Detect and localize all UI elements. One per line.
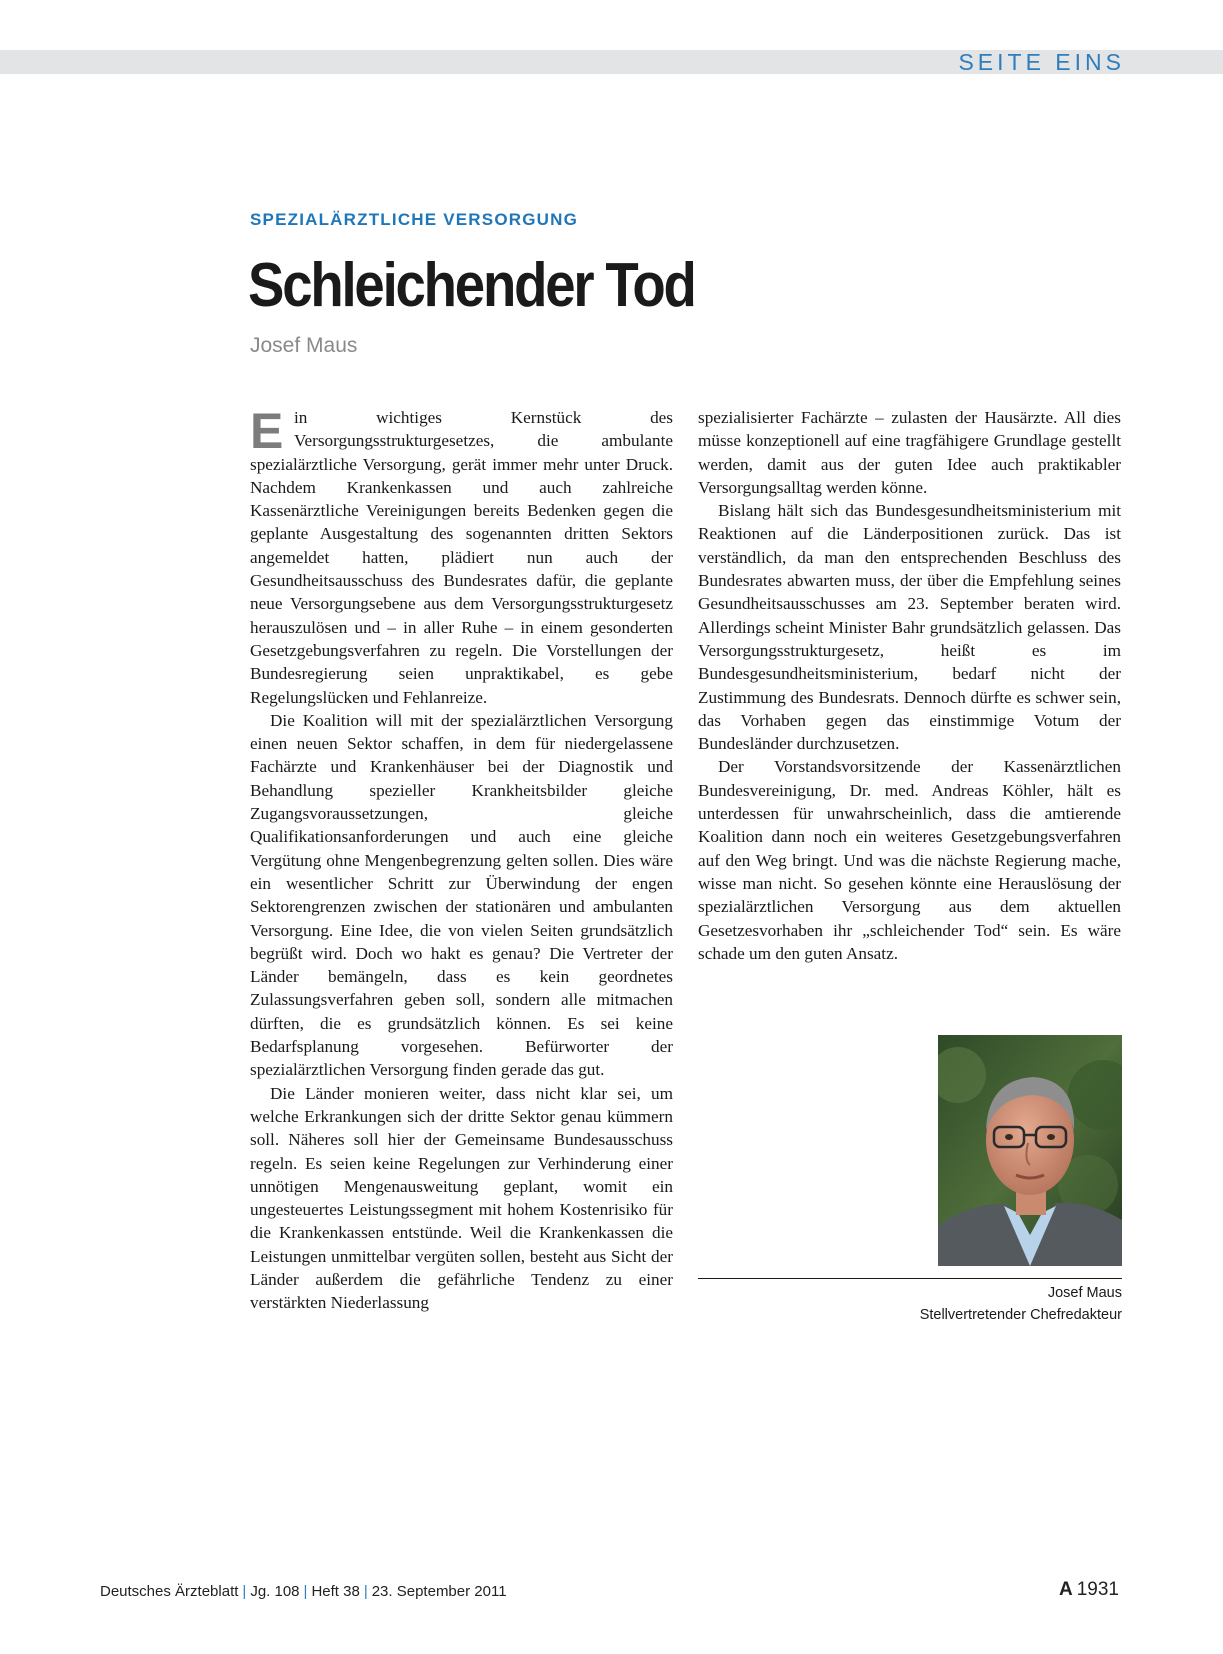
footer-date: 23. September 2011: [371, 1583, 507, 1600]
article-paragraph: Bislang hält sich das Bundesgesundheitsministerium mit Reaktionen auf die Länderpositionen zurück. Das ist verständlich, da man den entsprechenden Beschluss des Bundesrates abwarten muss, der über die Empfehlung seines Gesundheitsausschusses am 23. September beraten wird. Allerdings scheint Minister Bahr grundsätzlich gelassen. Das Versorgungsstrukturgesetz, heißt es im Bundesgesundheitsministerium, bedarf nicht der Zustimmung des Bundesrats. Dennoch dürfte es schwer sein, das Vorhaben gegen das einstimmige Votum der Bundesländer durchzusetzen.: [698, 501, 1121, 754]
caption-role: Stellvertretender Chefredakteur: [919, 1307, 1122, 1323]
article-column-right: [698, 406, 1121, 965]
page-number-value: 1931: [1076, 1579, 1119, 1600]
section-label: SEITE EINS: [958, 49, 1125, 75]
drop-cap: E: [250, 403, 284, 459]
article-paragraph: spezialisierter Fachärzte – zulasten der Hausärzte. All dies müsse konzeptionell auf eine tragfähigere Grundlage gestellt werden, damit aus der guten Idee auch praktikabler Versorgungsalltag werden könne.: [698, 408, 1121, 497]
portrait-caption: [920, 1282, 1122, 1326]
article-paragraph: Die Koalition will mit der spezialärztlichen Versorgung einen neuen Sektor schaffen, in dem für niedergelassene Fachärzte und Krankenhäuser bei der Diagnostik und Behandlung spezieller Krankheitsbilder gleiche Zugangsvoraussetzungen, gleiche Qualifikationsanforderungen und auch eine gleiche Vergütung ohne Mengenbegrenzung gelten sollen. Dies wäre ein wesentlicher Schritt zur Überwindung der engen Sektorengrenzen zwischen der stationären und ambulanten Versorgung. Eine Idee, die von vielen Seiten grundsätzlich begrüßt wird. Doch wo hakt es genau? Die Vertreter der Länder bemängeln, dass es kein geordnetes Zulassungsverfahren geben soll, sondern alle mitmachen dürften, die es grundsätzlich können. Es sei keine Bedarfsplanung vorgesehen. Befürworter der spezialärztlichen Versorgung finden gerade das gut.: [250, 710, 673, 1080]
footer-citation: Deutsches Ärzteblatt | Jg. 108 | Heft 38 | 23. September 2011: [100, 1583, 507, 1600]
author-portrait: [938, 1035, 1122, 1266]
article-column-left: [250, 403, 673, 1315]
article-author: Josef Maus: [250, 334, 358, 357]
page-prefix: A: [1058, 1579, 1073, 1600]
article-paragraph: Ein wichtiges Kernstück des Versorgungsstrukturgesetzes, die ambulante spezialärztliche Versorgung, gerät immer mehr unter Druck. Nachdem Krankenkassen und auch zahlreiche Kassenärztliche Vereinigungen bereits Bedenken gegen die geplante Ausgestaltung des sogenannten dritten Sektors angemeldet hatten, plädiert nun auch der Gesundheitsausschuss des Bundesrates dafür, die geplante neue Versorgungsebene aus dem Versorgungsstrukturgesetz herauszulösen und – in aller Ruhe – in einem gesonderten Gesetzgebungsverfahren zu regeln. Die Vorstellungen der Bundesregierung seien unpraktikabel, es gebe Regelungslücken und Fehlanreize.: [250, 403, 673, 707]
article-paragraph: Die Länder monieren weiter, dass nicht klar sei, um welche Erkrankungen sich der dritte Sektor genau kümmern soll. Näheres soll hier der Gemeinsame Bundesausschuss regeln. Es seien keine Regelungen zur Verhinderung einer unnötigen Mengenausweitung geplant, womit ein ungesteuertes Leistungssegment mit hohem Kostenrisiko für die Krankenkassen entstünde. Weil die Krankenkassen die Leistungen unmittelbar vergüten sollen, besteht aus Sicht der Länder außerdem die gefährliche Tendenz zu einer verstärkten Niederlassung: [250, 1083, 673, 1313]
caption-name: Josef Maus: [1047, 1285, 1122, 1301]
article-paragraph: Der Vorstandsvorsitzende der Kassenärztlichen Bundesvereinigung, Dr. med. Andreas Köhler, hält es unterdessen für unwahrscheinlich, dass die amtierende Koalition dann noch ein weiteres Gesetzgebungsverfahren auf den Weg bringt. Und was die nächste Regierung mache, wisse man nicht. So gesehen könnte eine Herauslösung der spezialärztlichen Versorgung aus dem aktuellen Gesetzesvorhaben ihr „schleichender Tod“ sein. Es wäre schade um den guten Ansatz.: [698, 757, 1121, 963]
article-kicker: SPEZIALÄRZTLICHE VERSORGUNG: [250, 210, 579, 229]
caption-divider: [698, 1278, 1122, 1279]
footer-issue: Heft 38: [311, 1583, 360, 1600]
footer-journal: Deutsches Ärzteblatt: [100, 1583, 239, 1600]
article-title: Schleichender Tod: [248, 251, 695, 320]
page-number: [1059, 1579, 1119, 1601]
footer-volume: Jg. 108: [250, 1583, 300, 1600]
